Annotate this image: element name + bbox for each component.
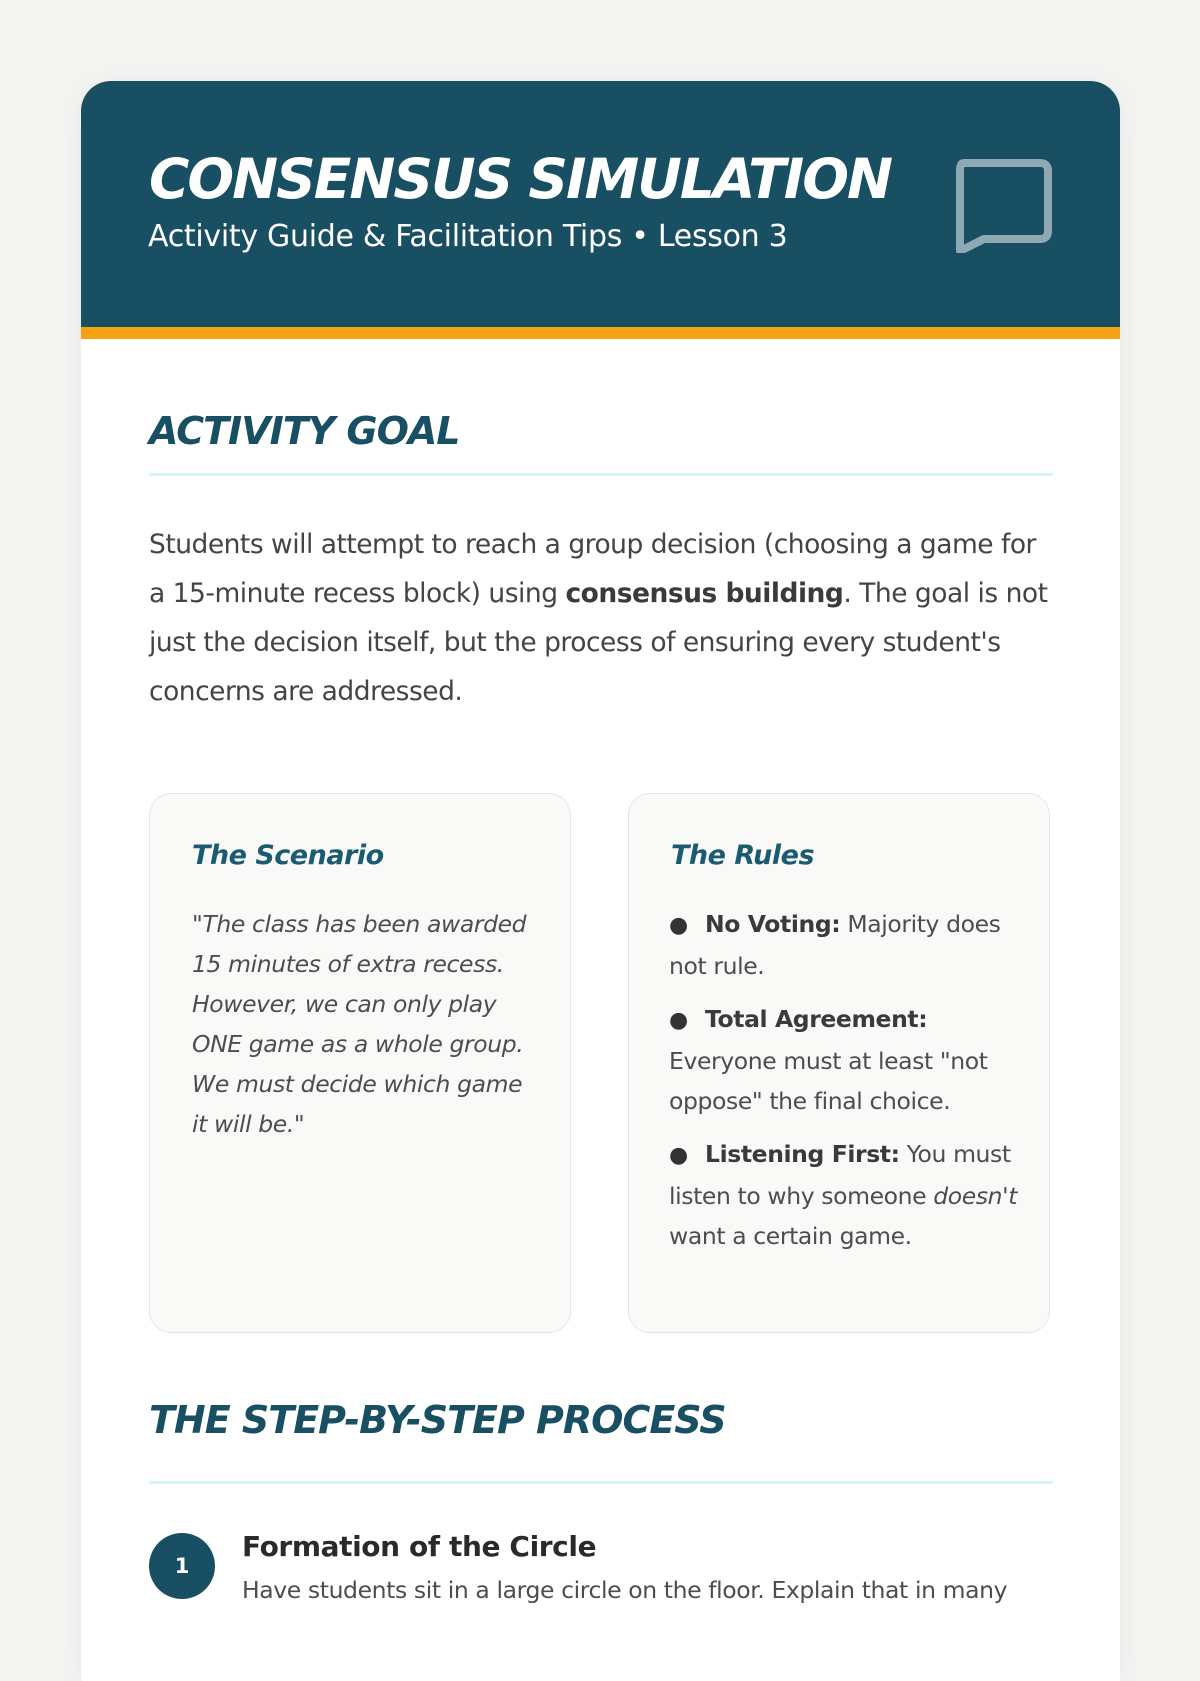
- rule-text-end: want a certain game.: [669, 1222, 912, 1250]
- section-divider: [149, 1481, 1053, 1484]
- rule-label: Total Agreement:: [705, 1005, 928, 1033]
- bullet-icon: ●: [669, 1143, 688, 1168]
- chat-bubble-icon: [950, 157, 1054, 253]
- goal-text-start: Students will attempt to reach a group decision (choosing a game for a 15-minute recess block) using: [149, 529, 1036, 609]
- rule-text: Majority does not rule.: [669, 910, 1001, 980]
- section-divider: [149, 473, 1053, 476]
- rule-item: [669, 999, 1019, 1121]
- step-number-badge: 1: [149, 1533, 215, 1599]
- guide-card: [81, 81, 1120, 1681]
- process-heading: THE STEP-BY-STEP PROCESS: [149, 1398, 726, 1442]
- page-subtitle: Activity Guide & Facilitation Tips • Lesson 3: [148, 219, 788, 254]
- rules-box: [628, 793, 1050, 1333]
- rules-list: [669, 904, 1019, 1269]
- rule-label: No Voting:: [705, 910, 841, 938]
- step-description: Have students sit in a large circle on the floor. Explain that in many: [242, 1576, 1008, 1604]
- step-title: Formation of the Circle: [242, 1530, 597, 1563]
- scenario-quote: "The class has been awarded 15 minutes of extra recess. However, we can only play ONE game as a whole group. We must decide which game it will be.": [192, 910, 527, 1138]
- bullet-icon: ●: [669, 913, 688, 938]
- page-title: CONSENSUS SIMULATION: [149, 147, 891, 211]
- goal-text-end: . The goal is not just the decision itself, but the process of ensuring every student's concerns are addressed.: [149, 578, 1048, 707]
- scenario-title: The Scenario: [192, 840, 384, 871]
- rules-title: The Rules: [671, 840, 815, 871]
- rule-item: [669, 904, 1019, 986]
- rule-text-emphasis: doesn't: [933, 1182, 1018, 1210]
- scenario-box: [149, 793, 571, 1333]
- bullet-icon: ●: [669, 1008, 688, 1033]
- rule-item: [669, 1134, 1019, 1256]
- activity-goal-text: [149, 520, 1053, 716]
- activity-goal-heading: ACTIVITY GOAL: [149, 409, 460, 453]
- goal-text-bold: consensus building: [565, 578, 844, 609]
- header-banner: [81, 81, 1120, 339]
- rule-label: Listening First:: [705, 1140, 900, 1168]
- rule-text: Everyone must at least "not oppose" the final choice.: [669, 1047, 988, 1115]
- rule-text: You must listen to why someone: [669, 1140, 1011, 1210]
